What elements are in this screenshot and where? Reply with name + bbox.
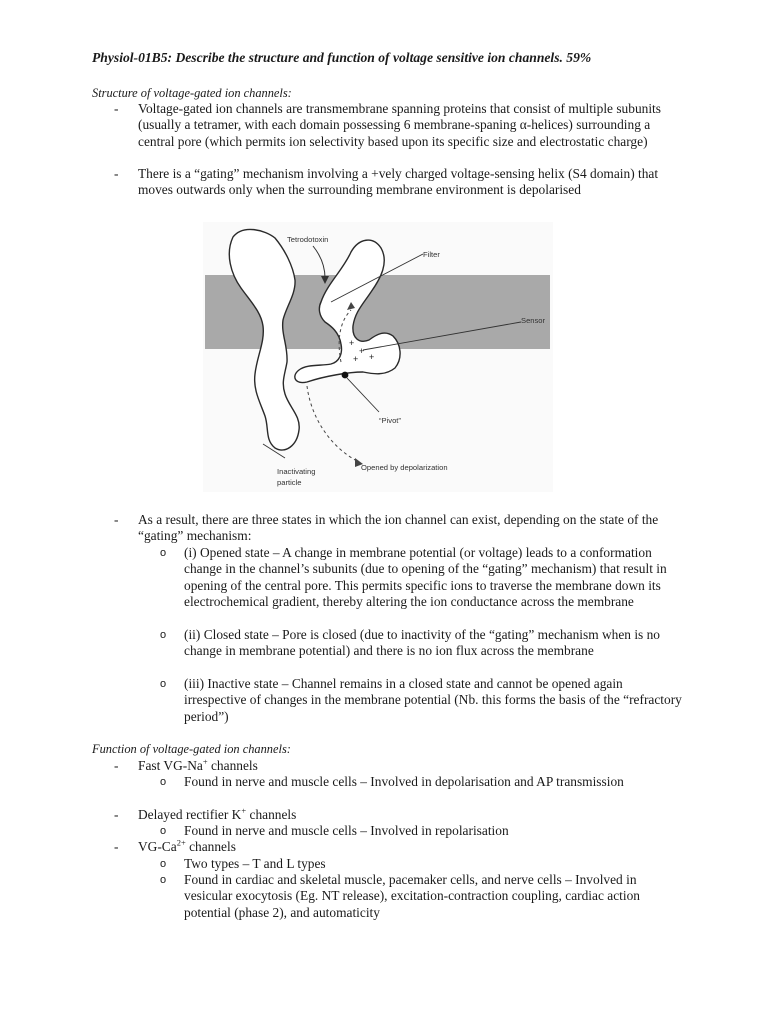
label-tetrodotoxin: Tetrodotoxin — [287, 235, 329, 244]
sub-bullet-marker: o — [160, 776, 167, 788]
k-channel-desc — [160, 823, 684, 839]
k-channel-suffix: channels — [246, 807, 297, 822]
bullet-marker: - — [114, 166, 119, 181]
sub-bullet-marker: o — [160, 825, 167, 837]
ca-channel-types-text: Two types – T and L types — [184, 856, 326, 871]
page-title: Physiol-01B5: Describe the structure and function of voltage sensitive ion channels. 59% — [92, 50, 592, 65]
ca-channel-item — [114, 837, 686, 855]
state-closed-text: (ii) Closed state – Pore is closed (due to inactivity of the “gating” mechanism when is no change in membrane potential) and there is no ion flux across the membrane — [184, 627, 661, 659]
structure-bullet-2-text: There is a “gating” mechanism involving a +vely charged voltage-sensing helix (S4 domain) that moves outwards only when the surrounding membrane environment is depolarised — [138, 166, 659, 198]
sub-bullet-marker: o — [160, 547, 167, 559]
k-channel-label: Delayed rectifier K — [138, 807, 242, 822]
structure-heading: Structure of voltage-gated ion channels: — [92, 86, 292, 100]
state-closed — [160, 627, 684, 660]
na-charge: + — [202, 756, 208, 767]
label-inactivating-1: Inactivating — [277, 467, 316, 476]
charge-plus-sign: + — [353, 354, 359, 364]
structure-bullet-1 — [114, 101, 686, 150]
ca-channel-types — [160, 856, 684, 872]
pivot-dot — [342, 372, 349, 379]
sub-bullet-marker: o — [160, 678, 167, 690]
label-sensor: Sensor — [521, 316, 546, 325]
charge-plus-sign: + — [349, 338, 355, 348]
state-opened-text: (i) Opened state – A change in membrane potential (or voltage) leads to a conformation change in the channel’s subunits (due to opening of the “gating” mechanism) that result in opening of the central pore. This permits specific ions to traverse the membrane down its electrochemical gradient, thereby altering the ion conductance across the membrane — [184, 545, 667, 610]
bullet-marker: - — [114, 758, 119, 773]
bullet-marker: - — [114, 101, 119, 116]
na-channel-suffix: channels — [207, 758, 258, 773]
charge-plus-sign: + — [359, 346, 365, 356]
k-channel-item — [114, 805, 686, 823]
state-inactive-text: (iii) Inactive state – Channel remains in a closed state and cannot be opened again irrespective of changes in the membrane potential (Nb. this forms the basis of the “refractory period”) — [184, 676, 682, 724]
structure-bullet-1-text: Voltage-gated ion channels are transmembrane spanning proteins that consist of multiple subunits (usually a tetramer, with each domain possessing 6 membrane-spaning α-helices) surrounding a central pore (which permits ion selectivity based upon its specific size and electrostatic charge) — [138, 101, 661, 149]
ca-charge: 2+ — [176, 837, 186, 848]
ca-channel-desc — [160, 872, 684, 921]
charge-plus-sign: + — [369, 352, 375, 362]
bullet-marker: - — [114, 839, 119, 854]
k-channel-desc-text: Found in nerve and muscle cells – Involved in repolarisation — [184, 823, 509, 838]
ca-channel-suffix: channels — [185, 839, 236, 854]
bullet-marker: - — [114, 807, 119, 822]
label-inactivating-2: particle — [277, 478, 302, 487]
na-channel-desc-text: Found in nerve and muscle cells – Involved in depolarisation and AP transmission — [184, 774, 624, 789]
ion-channel-diagram — [203, 222, 553, 492]
function-heading: Function of voltage-gated ion channels: — [92, 742, 291, 756]
na-channel-label: Fast VG-Na — [138, 758, 203, 773]
na-channel-item — [114, 756, 686, 774]
sub-bullet-marker: o — [160, 874, 167, 886]
sub-bullet-marker: o — [160, 858, 167, 870]
sub-bullet-marker: o — [160, 629, 167, 641]
state-inactive — [160, 676, 684, 725]
label-filter: Filter — [423, 250, 440, 259]
k-charge: + — [241, 805, 247, 816]
ca-channel-desc-text: Found in cardiac and skeletal muscle, pacemaker cells, and nerve cells – Involved in vesicular exocytosis (Eg. NT release), excitation-contraction coupling, cardiac action potential (phase 2), and automaticity — [184, 872, 640, 920]
na-channel-desc — [160, 774, 684, 790]
bullet-marker: - — [114, 512, 119, 527]
structure-bullet-2 — [114, 166, 686, 199]
states-intro — [114, 512, 686, 545]
ca-channel-label: VG-Ca — [138, 839, 177, 854]
label-pivot: “Pivot” — [379, 416, 401, 425]
states-intro-text: As a result, there are three states in which the ion channel can exist, depending on the state of the “gating” mechanism: — [138, 512, 659, 544]
label-opened: Opened by depolarization — [361, 463, 448, 472]
state-opened — [160, 545, 684, 611]
